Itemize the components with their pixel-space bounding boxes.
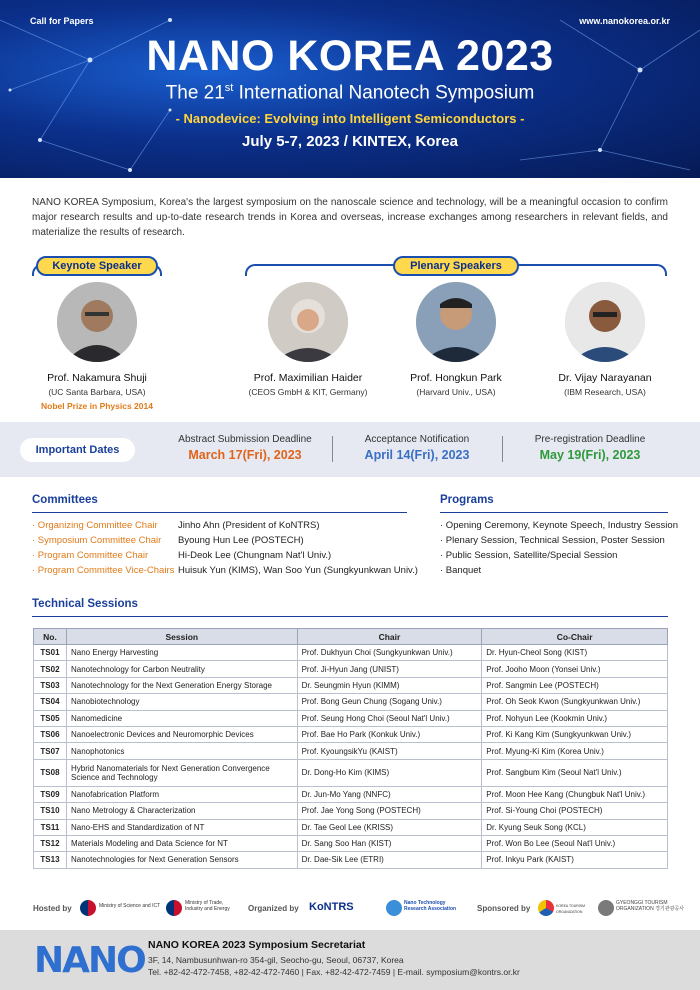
session-chair: Prof. Bong Geun Chung (Sogang Univ.)	[297, 694, 482, 710]
session-cochair: Prof. Nohyun Lee (Kookmin Univ.)	[482, 710, 668, 726]
session-no: TS12	[34, 835, 67, 851]
session-name: Nano Metrology & Characterization	[66, 803, 297, 819]
session-chair: Dr. Jun-Mo Yang (NNFC)	[297, 786, 482, 802]
header-session: Session	[66, 629, 297, 645]
footer	[0, 930, 700, 990]
session-chair: Prof. Bae Ho Park (Konkuk Univ.)	[297, 726, 482, 742]
table-row	[34, 661, 668, 677]
organized-by-label: Organized by	[248, 904, 299, 913]
session-chair: Dr. Tae Geol Lee (KRISS)	[297, 819, 482, 835]
session-name: Nano-EHS and Standardization of NT	[66, 819, 297, 835]
session-cochair: Prof. Won Bo Lee (Seoul Nat'l Univ.)	[482, 835, 668, 851]
session-chair: Prof. Jae Yong Song (POSTECH)	[297, 803, 482, 819]
header-banner	[0, 0, 700, 178]
committee-role: · Program Committee Chair	[32, 550, 149, 561]
keynote-photo	[57, 282, 137, 362]
keynote-label: Keynote Speaker	[36, 256, 158, 276]
committee-role: · Symposium Committee Chair	[32, 535, 162, 546]
session-no: TS08	[34, 759, 67, 786]
nano-logo: NANO	[34, 940, 145, 981]
keynote-prize: Nobel Prize in Physics 2014	[41, 401, 153, 411]
plenary-photo-2	[416, 282, 496, 362]
plenary-name-3: Dr. Vijay Narayanan	[558, 372, 652, 384]
committee-role: · Program Committee Vice-Chairs	[32, 565, 175, 576]
date-abstract	[160, 434, 330, 462]
plenary-photo-3	[565, 282, 645, 362]
session-cochair: Prof. Oh Seok Kwon (Sungkyunkwan Univ.)	[482, 694, 668, 710]
session-cochair: Prof. Sangbum Kim (Seoul Nat'l Univ.)	[482, 759, 668, 786]
program-item: · Banquet	[440, 565, 482, 576]
event-date-venue: July 5-7, 2023 / KINTEX, Korea	[242, 133, 458, 150]
call-for-papers: Call for Papers	[30, 16, 94, 26]
session-no: TS04	[34, 694, 67, 710]
important-dates-label: Important Dates	[20, 438, 135, 462]
table-row	[34, 677, 668, 693]
session-chair: Dr. Dong-Ho Kim (KIMS)	[297, 759, 482, 786]
table-row	[34, 803, 668, 819]
committees-title: Committees	[32, 494, 98, 506]
table-row	[34, 694, 668, 710]
session-chair: Prof. KyoungsikYu (KAIST)	[297, 743, 482, 759]
session-cochair: Prof. Sangmin Lee (POSTECH)	[482, 677, 668, 693]
sponsored-by-label: Sponsored by	[477, 904, 531, 913]
event-theme: - Nanodevice: Evolving into Intelligent Semiconductors -	[175, 111, 525, 126]
committee-role: · Organizing Committee Chair	[32, 520, 158, 531]
hosted-by-label: Hosted by	[33, 904, 72, 913]
session-no: TS10	[34, 803, 67, 819]
programs-divider	[440, 512, 668, 513]
org2-line-1: Nano Technology	[404, 900, 446, 906]
ministry-emblem-icon	[166, 900, 182, 916]
session-chair: Prof. Seung Hong Choi (Seoul Nat'l Univ.)	[297, 710, 482, 726]
session-name: Nanophotonics	[66, 743, 297, 759]
host2-text	[185, 900, 230, 912]
plenary-label: Plenary Speakers	[393, 256, 519, 276]
session-name: Nanotechnology for Carbon Neutrality	[66, 661, 297, 677]
header-chair: Chair	[297, 629, 482, 645]
committee-member: Byoung Hun Lee (POSTECH)	[178, 535, 304, 546]
subtitle-post: International Nanotech Symposium	[233, 82, 535, 104]
table-row	[34, 786, 668, 802]
program-item: · Plenary Session, Technical Session, Poster Session	[440, 535, 665, 546]
session-name: Hybrid Nanomaterials for Next Generation Convergence Science and Technology	[66, 759, 297, 786]
sp2-line-2: ORGANIZATION 경기관광공사	[616, 906, 685, 912]
programs-title: Programs	[440, 494, 494, 506]
session-name: Nanofabrication Platform	[66, 786, 297, 802]
date-acceptance	[332, 434, 502, 462]
session-no: TS02	[34, 661, 67, 677]
date-preregistration	[505, 434, 675, 462]
session-chair: Prof. Dukhyun Choi (Sungkyunkwan Univ.)	[297, 645, 482, 661]
tourism-org-icon	[538, 900, 554, 916]
session-name: Nanotechnologies for Next Generation Sensors	[66, 852, 297, 868]
org2-line-2: Research Association	[404, 906, 457, 912]
session-name: Nanomedicine	[66, 710, 297, 726]
table-row	[34, 819, 668, 835]
table-row	[34, 759, 668, 786]
date-value-1: March 17(Fri), 2023	[188, 448, 302, 462]
org2-text	[404, 900, 456, 912]
date-value-3: May 19(Fri), 2023	[539, 448, 641, 462]
plenary-affiliation-1: (CEOS GmbH & KIT, Germany)	[248, 387, 368, 397]
session-cochair: Prof. Ki Kang Kim (Sungkyunkwan Univ.)	[482, 726, 668, 742]
table-row	[34, 710, 668, 726]
host2-line-1: Ministry of Trade,	[185, 900, 224, 906]
session-chair: Dr. Seungmin Hyun (KIMM)	[297, 677, 482, 693]
sp1-text: KOREA TOURISM ORGANIZATION	[556, 904, 586, 914]
session-cochair: Dr. Kyung Seuk Song (KCL)	[482, 819, 668, 835]
session-cochair: Dr. Hyun-Cheol Song (KIST)	[482, 645, 668, 661]
date-label-2: Acceptance Notification	[364, 434, 470, 445]
session-cochair: Prof. Inkyu Park (KAIST)	[482, 852, 668, 868]
table-row	[34, 852, 668, 868]
subtitle-pre: The 21	[165, 82, 225, 104]
website-link[interactable]: www.nanokorea.or.kr	[579, 16, 670, 26]
header-no: No.	[34, 629, 67, 645]
date-value-2: April 14(Fri), 2023	[364, 448, 470, 462]
committee-member: Jinho Ahn (President of KoNTRS)	[178, 520, 320, 531]
plenary-affiliation-2: (Harvard Univ., USA)	[416, 387, 496, 397]
session-cochair: Prof. Myung-Ki Kim (Korea Univ.)	[482, 743, 668, 759]
session-no: TS01	[34, 645, 67, 661]
keynote-name: Prof. Nakamura Shuji	[47, 372, 147, 384]
session-chair: Prof. Ji-Hyun Jang (UNIST)	[297, 661, 482, 677]
sp2-line-1: GYEONGGI TOURISM	[616, 900, 668, 906]
table-header-row	[34, 629, 668, 645]
table-row	[34, 743, 668, 759]
host1-text: Ministry of Science and ICT	[99, 903, 161, 909]
event-subtitle	[0, 82, 700, 104]
committees-divider	[32, 512, 407, 513]
program-item: · Opening Ceremony, Keynote Speech, Industry Session	[440, 520, 678, 531]
sessions-table	[33, 628, 668, 869]
host2-line-2: Industry and Energy	[185, 906, 230, 912]
session-no: TS03	[34, 677, 67, 693]
plenary-affiliation-3: (IBM Research, USA)	[564, 387, 646, 397]
subtitle-sup: st	[224, 82, 234, 94]
table-row	[34, 645, 668, 661]
gyeonggi-tourism-icon	[598, 900, 614, 916]
secretariat-title: NANO KOREA 2023 Symposium Secretariat	[148, 939, 366, 951]
session-name: Materials Modeling and Data Science for NT	[66, 835, 297, 851]
date-label-1: Abstract Submission Deadline	[178, 434, 312, 445]
header-cochair: Co-Chair	[482, 629, 668, 645]
session-chair: Dr. Dae-Sik Lee (ETRI)	[297, 852, 482, 868]
plenary-name-1: Prof. Maximilian Haider	[253, 372, 363, 384]
event-title: NANO KOREA 2023	[146, 32, 554, 80]
session-cochair: Prof. Moon Hee Kang (Chungbuk Nat'l Univ.)	[482, 786, 668, 802]
nano-association-icon	[386, 900, 402, 916]
committee-member: Hi-Deok Lee (Chungnam Nat'l Univ.)	[178, 550, 332, 561]
session-no: TS09	[34, 786, 67, 802]
date-divider	[502, 436, 503, 462]
plenary-name-2: Prof. Hongkun Park	[410, 372, 502, 384]
session-no: TS11	[34, 819, 67, 835]
kontrs-logo: KoNTRS	[309, 901, 354, 913]
session-no: TS05	[34, 710, 67, 726]
table-row	[34, 726, 668, 742]
session-name: Nanobiotechnology	[66, 694, 297, 710]
ministry-emblem-icon	[80, 900, 96, 916]
sessions-title: Technical Sessions	[32, 598, 138, 610]
program-item: · Public Session, Satellite/Special Session	[440, 550, 618, 561]
sessions-divider	[32, 616, 668, 617]
intro-paragraph: NANO KOREA Symposium, Korea's the largest symposium on the nanoscale science and technology, will be a meaningful occasion to confirm major research results and up-to-date research trends in Korea and overseas, increase exchanges among researchers in relevant fields, and materialize the results of research.	[32, 197, 668, 238]
committee-member: Huisuk Yun (KIMS), Wan Soo Yun (Sungkyunkwan Univ.)	[178, 565, 418, 576]
session-no: TS07	[34, 743, 67, 759]
sponsors-bar	[0, 897, 700, 921]
important-dates-bar	[0, 422, 700, 477]
session-cochair: Prof. Si-Young Choi (POSTECH)	[482, 803, 668, 819]
keynote-affiliation: (UC Santa Barbara, USA)	[48, 387, 146, 397]
sp2-text	[616, 900, 684, 912]
session-chair: Dr. Sang Soo Han (KIST)	[297, 835, 482, 851]
session-name: Nanoelectronic Devices and Neuromorphic Devices	[66, 726, 297, 742]
secretariat-contact: Tel. +82-42-472-7458, +82-42-472-7460 | Fax. +82-42-472-7459 | E-mail. symposium@kontrs.or.kr	[148, 967, 520, 977]
session-cochair: Prof. Jooho Moon (Yonsei Univ.)	[482, 661, 668, 677]
session-no: TS13	[34, 852, 67, 868]
date-label-3: Pre-registration Deadline	[534, 434, 646, 445]
session-name: Nano Energy Harvesting	[66, 645, 297, 661]
table-row	[34, 835, 668, 851]
session-no: TS06	[34, 726, 67, 742]
session-name: Nanotechnology for the Next Generation Energy Storage	[66, 677, 297, 693]
plenary-photo-1	[268, 282, 348, 362]
secretariat-address: 3F, 14, Nambusunhwan-ro 354-gil, Seocho-gu, Seoul, 06737, Korea	[148, 955, 404, 965]
